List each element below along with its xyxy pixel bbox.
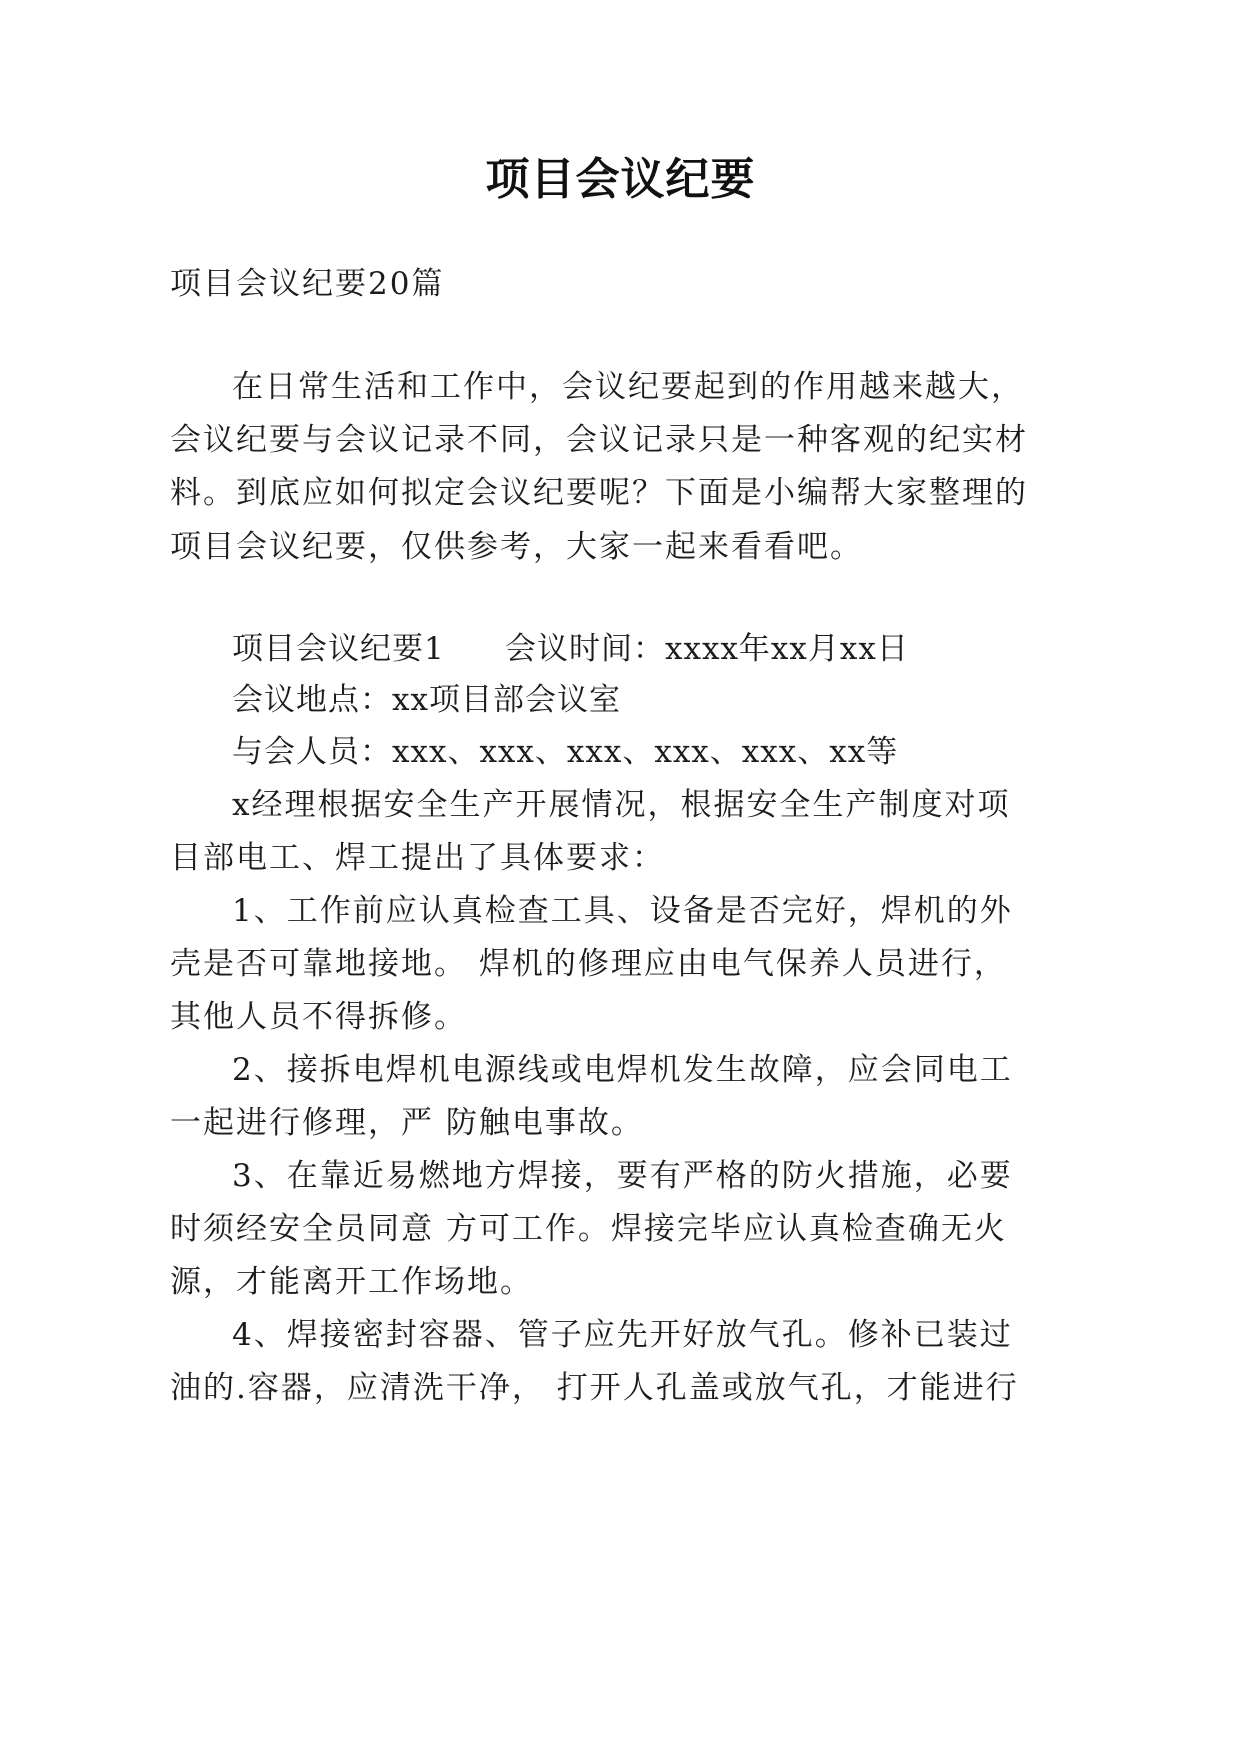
document-subtitle: 项目会议纪要20篇 — [170, 266, 445, 302]
body-line-10: 源，才能离开工作场地。 — [170, 1264, 533, 1300]
intro-line-3: 料。到底应如何拟定会议纪要呢？下面是小编帮大家整理的 — [170, 475, 1028, 511]
intro-line-2: 会议纪要与会议记录不同，会议记录只是一种客观的纪实材 — [170, 422, 1028, 458]
meeting-attendees: 与会人员：xxx、xxx、xxx、xxx、xxx、xx等 — [232, 734, 899, 770]
body-line-2: 目部电工、焊工提出了具体要求： — [170, 840, 665, 876]
intro-line-1: 在日常生活和工作中，会议纪要起到的作用越来越大， — [232, 369, 1024, 405]
body-line-9: 时须经安全员同意 方可工作。焊接完毕应认真检查确无火 — [170, 1211, 1007, 1247]
meeting-time: 会议时间：xxxx年xx月xx日 — [505, 631, 909, 667]
body-line-8: 3、在靠近易燃地方焊接，要有严格的防火措施，必要 — [232, 1158, 1013, 1194]
body-line-6: 2、接拆电焊机电源线或电焊机发生故障，应会同电工 — [232, 1052, 1013, 1088]
body-line-11: 4、焊接密封容器、管子应先开好放气孔。修补已装过 — [232, 1317, 1013, 1353]
body-line-1: x经理根据安全生产开展情况，根据安全生产制度对项 — [232, 787, 1011, 823]
section-heading: 项目会议纪要1 — [232, 631, 445, 667]
body-line-12: 油的.容器，应清洗干净， 打开人孔盖或放气孔，才能进行 — [170, 1370, 1019, 1406]
body-line-7: 一起进行修理，严 防触电事故。 — [170, 1105, 644, 1141]
body-line-3: 1、工作前应认真检查工具、设备是否完好，焊机的外 — [232, 893, 1013, 929]
document-title: 项目会议纪要 — [485, 154, 756, 205]
body-line-5: 其他人员不得拆修。 — [170, 999, 467, 1035]
intro-line-4: 项目会议纪要，仅供参考，大家一起来看看吧。 — [170, 529, 863, 565]
meeting-place: 会议地点：xx项目部会议室 — [232, 682, 621, 718]
body-line-4: 壳是否可靠地接地。 焊机的修理应由电气保养人员进行， — [170, 946, 1007, 982]
